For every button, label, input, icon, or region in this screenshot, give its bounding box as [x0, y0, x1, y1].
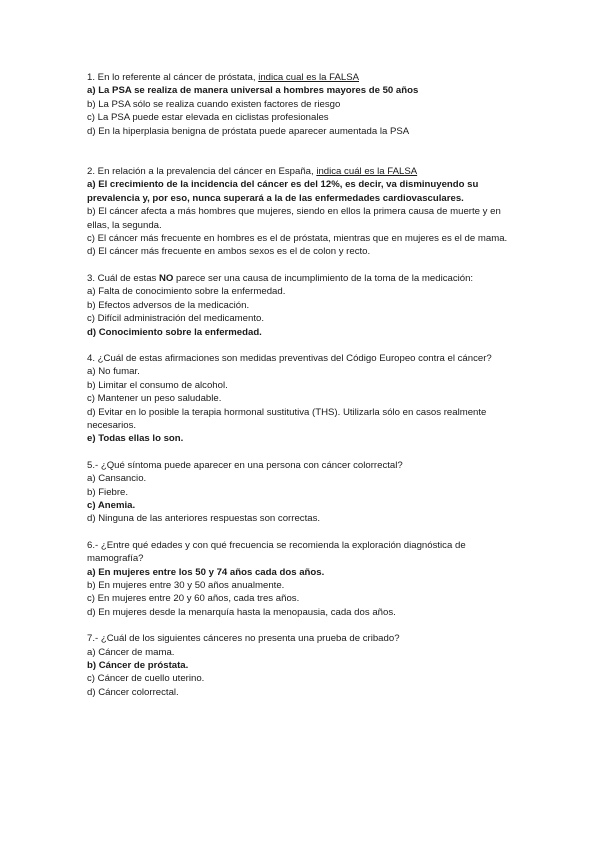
question-7 [87, 632, 517, 699]
question-7-stem: 7.- ¿Cuál de los siguientes cánceres no presenta una prueba de cribado? [87, 633, 400, 645]
question-2-option-d: d) El cáncer más frecuente en ambos sexos es el de colon y recto. [87, 246, 371, 258]
question-5-option-d: d) Ninguna de las anteriores respuestas son correctas. [87, 513, 321, 525]
question-7-option-a: a) Cáncer de mama. [87, 646, 175, 658]
question-6-stem: 6.- ¿Entre qué edades y con qué frecuencia se recomienda la exploración diagnóstica de mamografía? [87, 539, 466, 565]
question-1-option-d: d) En la hiperplasia benigna de próstata puede aparecer aumentada la PSA [87, 125, 410, 137]
question-5-option-b: b) Fiebre. [87, 486, 129, 498]
question-3-option-c: c) Difícil administración del medicamento. [87, 313, 265, 325]
question-2-stem-emphasis: indica cuál es la FALSA [316, 166, 418, 178]
question-7-option-d: d) Cáncer colorrectal. [87, 686, 179, 698]
question-5-stem: 5.- ¿Qué síntoma puede aparecer en una persona con cáncer colorrectal? [87, 459, 403, 471]
question-4-option-b: b) Limitar el consumo de alcohol. [87, 379, 228, 391]
document-page [87, 71, 517, 699]
question-4-option-c: c) Mantener un peso saludable. [87, 393, 222, 405]
question-3-option-a: a) Falta de conocimiento sobre la enfermedad. [87, 286, 286, 298]
question-2-option-a: a) El crecimiento de la incidencia del cáncer es del 12%, es decir, va disminuyendo su prevalencia y, por eso, nunca superará a la de las enfermedades cardiovasculares. [87, 179, 479, 204]
question-7-option-c: c) Cáncer de cuello uterino. [87, 673, 205, 685]
question-2-option-c: c) El cáncer más frecuente en hombres es el de próstata, mientras que en mujeres es el de mama. [87, 233, 508, 245]
question-6-option-a: a) En mujeres entre los 50 y 74 años cada dos años. [87, 566, 325, 578]
question-2-option-b: b) El cáncer afecta a más hombres que mujeres, siendo en ellos la primera causa de muerte y en ellas, la segunda. [87, 206, 501, 231]
question-5 [87, 459, 517, 526]
question-6-option-c: c) En mujeres entre 20 y 60 años, cada tres años. [87, 593, 300, 605]
question-4 [87, 352, 517, 446]
question-3-option-b: b) Efectos adversos de la medicación. [87, 299, 250, 311]
question-4-option-a: a) No fumar. [87, 366, 140, 378]
question-1-stem-emphasis: indica cual es la FALSA [258, 72, 359, 83]
question-4-option-d: d) Evitar en lo posible la terapia hormonal sustitutiva (THS). Utilizarla sólo en casos realmente necesarios. [87, 406, 487, 431]
question-1 [87, 71, 517, 138]
question-1-option-c: c) La PSA puede estar elevada en ciclistas profesionales [87, 112, 329, 124]
question-6-option-d: d) En mujeres desde la menarquía hasta la menopausia, cada dos años. [87, 606, 396, 618]
question-3-option-d: d) Conocimiento sobre la enfermedad. [87, 326, 262, 338]
question-2-stem [87, 165, 517, 178]
question-6 [87, 539, 517, 619]
question-3-stem-suffix: parece ser una causa de incumplimiento de la toma de la medicación: [173, 272, 474, 284]
question-5-option-a: a) Cansancio. [87, 473, 147, 485]
question-4-stem: 4. ¿Cuál de estas afirmaciones son medidas preventivas del Código Europeo contra el cáncer? [87, 352, 492, 364]
question-3 [87, 272, 517, 339]
question-2 [87, 165, 517, 259]
question-1-stem [87, 71, 517, 84]
question-7-option-b: b) Cáncer de próstata. [87, 660, 189, 672]
question-6-option-b: b) En mujeres entre 30 y 50 años anualmente. [87, 580, 285, 591]
question-3-stem [87, 272, 517, 285]
question-1-option-a: a) La PSA se realiza de manera universal a hombres mayores de 50 años [87, 85, 419, 97]
question-5-option-c: c) Anemia. [87, 499, 136, 511]
question-3-stem-prefix: 3. Cuál de estas [87, 272, 159, 284]
question-1-option-b: b) La PSA sólo se realiza cuando existen factores de riesgo [87, 98, 341, 110]
question-2-stem-prefix: 2. En relación a la prevalencia del cáncer en España, [87, 166, 317, 178]
question-4-option-e: e) Todas ellas lo son. [87, 433, 184, 445]
question-1-stem-prefix: 1. En lo referente al cáncer de próstata, [87, 72, 259, 83]
question-3-stem-bold: NO [159, 272, 174, 284]
